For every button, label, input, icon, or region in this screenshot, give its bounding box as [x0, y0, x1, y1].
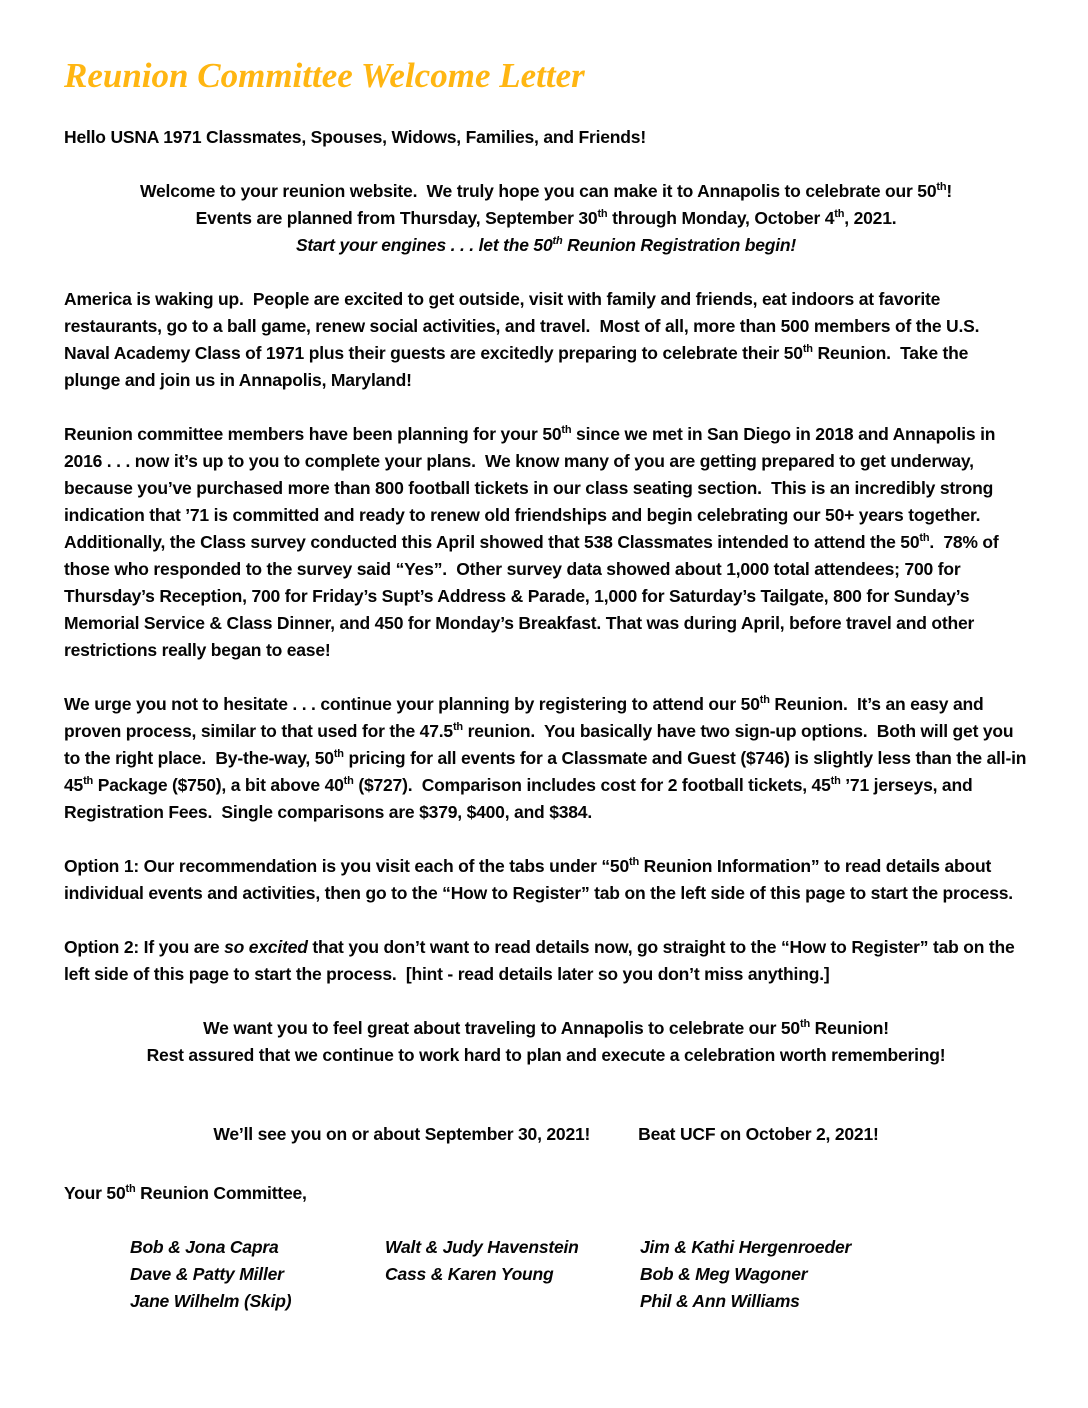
committee-name: Cass & Karen Young [385, 1264, 554, 1284]
closing-line-1: We want you to feel great about traveling to Annapolis to celebrate our 50th Reunion! [203, 1018, 889, 1038]
paragraph-planning: Reunion committee members have been planning for your 50th since we met in San Diego in 2018 and Annapolis in 2016 . . . now it’s up to you to complete your plans. We know many of you are getting prepared to get underway, because you’ve purchased more than 800 football tickets in our class seating section. This is an incredibly strong indication that ’71 is committed and ready to renew old friendships and begin celebrating our 50+ years together. Additionally, the Class survey conducted this April showed that 538 Classmates intended to attend the 50th. 78% of those who responded to the survey said “Yes”. Other survey data showed about 1,000 total attendees; 700 for Thursday’s Reception, 700 for Friday’s Supt’s Address & Parade, 1,000 for Saturday’s Tailgate, 800 for Sunday’s Memorial Service & Class Dinner, and 450 for Monday’s Breakfast. That was during April, before travel and other restrictions really began to ease! [64, 424, 1004, 660]
committee-column-2 [385, 1234, 640, 1315]
signature-line: Your 50th Reunion Committee, [64, 1183, 307, 1203]
see-you-date: We’ll see you on or about September 30, 2021! [213, 1124, 591, 1144]
closing-line-2: Rest assured that we continue to work hard to plan and execute a celebration worth remembering! [146, 1045, 946, 1065]
paragraph-america: America is waking up. People are excited to get outside, visit with family and friends, eat indoors at favorite restaurants, go to a ball game, renew social activities, and travel. Most of all, more than 500 members of the U.S. Naval Academy Class of 1971 plus their guests are excitedly preparing to celebrate their 50th Reunion. Take the plunge and join us in Annapolis, Maryland! [64, 289, 984, 390]
committee-name: Bob & Meg Wagoner [640, 1264, 808, 1284]
committee-name: Bob & Jona Capra [130, 1237, 279, 1257]
page-title: Reunion Committee Welcome Letter [64, 56, 585, 95]
committee-column-3 [640, 1234, 851, 1315]
see-you-line [64, 1121, 1028, 1148]
committee-name: Jim & Kathi Hergenroeder [640, 1237, 852, 1257]
committee-grid [130, 1234, 1028, 1315]
paragraph-urge: We urge you not to hesitate . . . continue your planning by registering to attend our 50th Reunion. It’s an easy and proven process, similar to that used for the 47.5th reunion. You basically have two sign-up options. Both will get you to the right place. By-the-way, 50th pricing for all events for a Classmate and Guest ($746) is slightly less than the all-in 45th Package ($750), a bit above 40th ($727). Comparison includes cost for 2 football tickets, 45th ’71 jerseys, and Registration Fees. Single comparisons are $379, $400, and $384. [64, 694, 1031, 822]
committee-name: Jane Wilhelm (Skip) [130, 1291, 292, 1311]
committee-name: Walt & Judy Havenstein [385, 1237, 579, 1257]
committee-name: Phil & Ann Williams [640, 1291, 800, 1311]
intro-line-1: Welcome to your reunion website. We truly hope you can make it to Annapolis to celebrate our 50th! [140, 181, 952, 201]
greeting-line: Hello USNA 1971 Classmates, Spouses, Widows, Families, and Friends! [64, 127, 646, 147]
closing-center-block [64, 1015, 1028, 1069]
paragraph-option2: Option 2: If you are so excited that you don’t want to read details now, go straight to the “How to Register” tab on the left side of this page to start the process. [hint - read details later so you don’t miss anything.] [64, 937, 1020, 984]
committee-name: Dave & Patty Miller [130, 1264, 284, 1284]
paragraph-option1: Option 1: Our recommendation is you visit each of the tabs under “50th Reunion Information” to read details about individual events and activities, then go to the “How to Register” tab on the left side of this page to start the process. [64, 856, 1013, 903]
intro-line-2: Events are planned from Thursday, September 30th through Monday, October 4th, 2021. [195, 208, 897, 228]
intro-line-3: Start your engines . . . let the 50th Reunion Registration begin! [295, 235, 797, 255]
committee-column-1 [130, 1234, 385, 1315]
beat-ucf-note: Beat UCF on October 2, 2021! [638, 1124, 879, 1144]
intro-center-block [64, 178, 1028, 259]
